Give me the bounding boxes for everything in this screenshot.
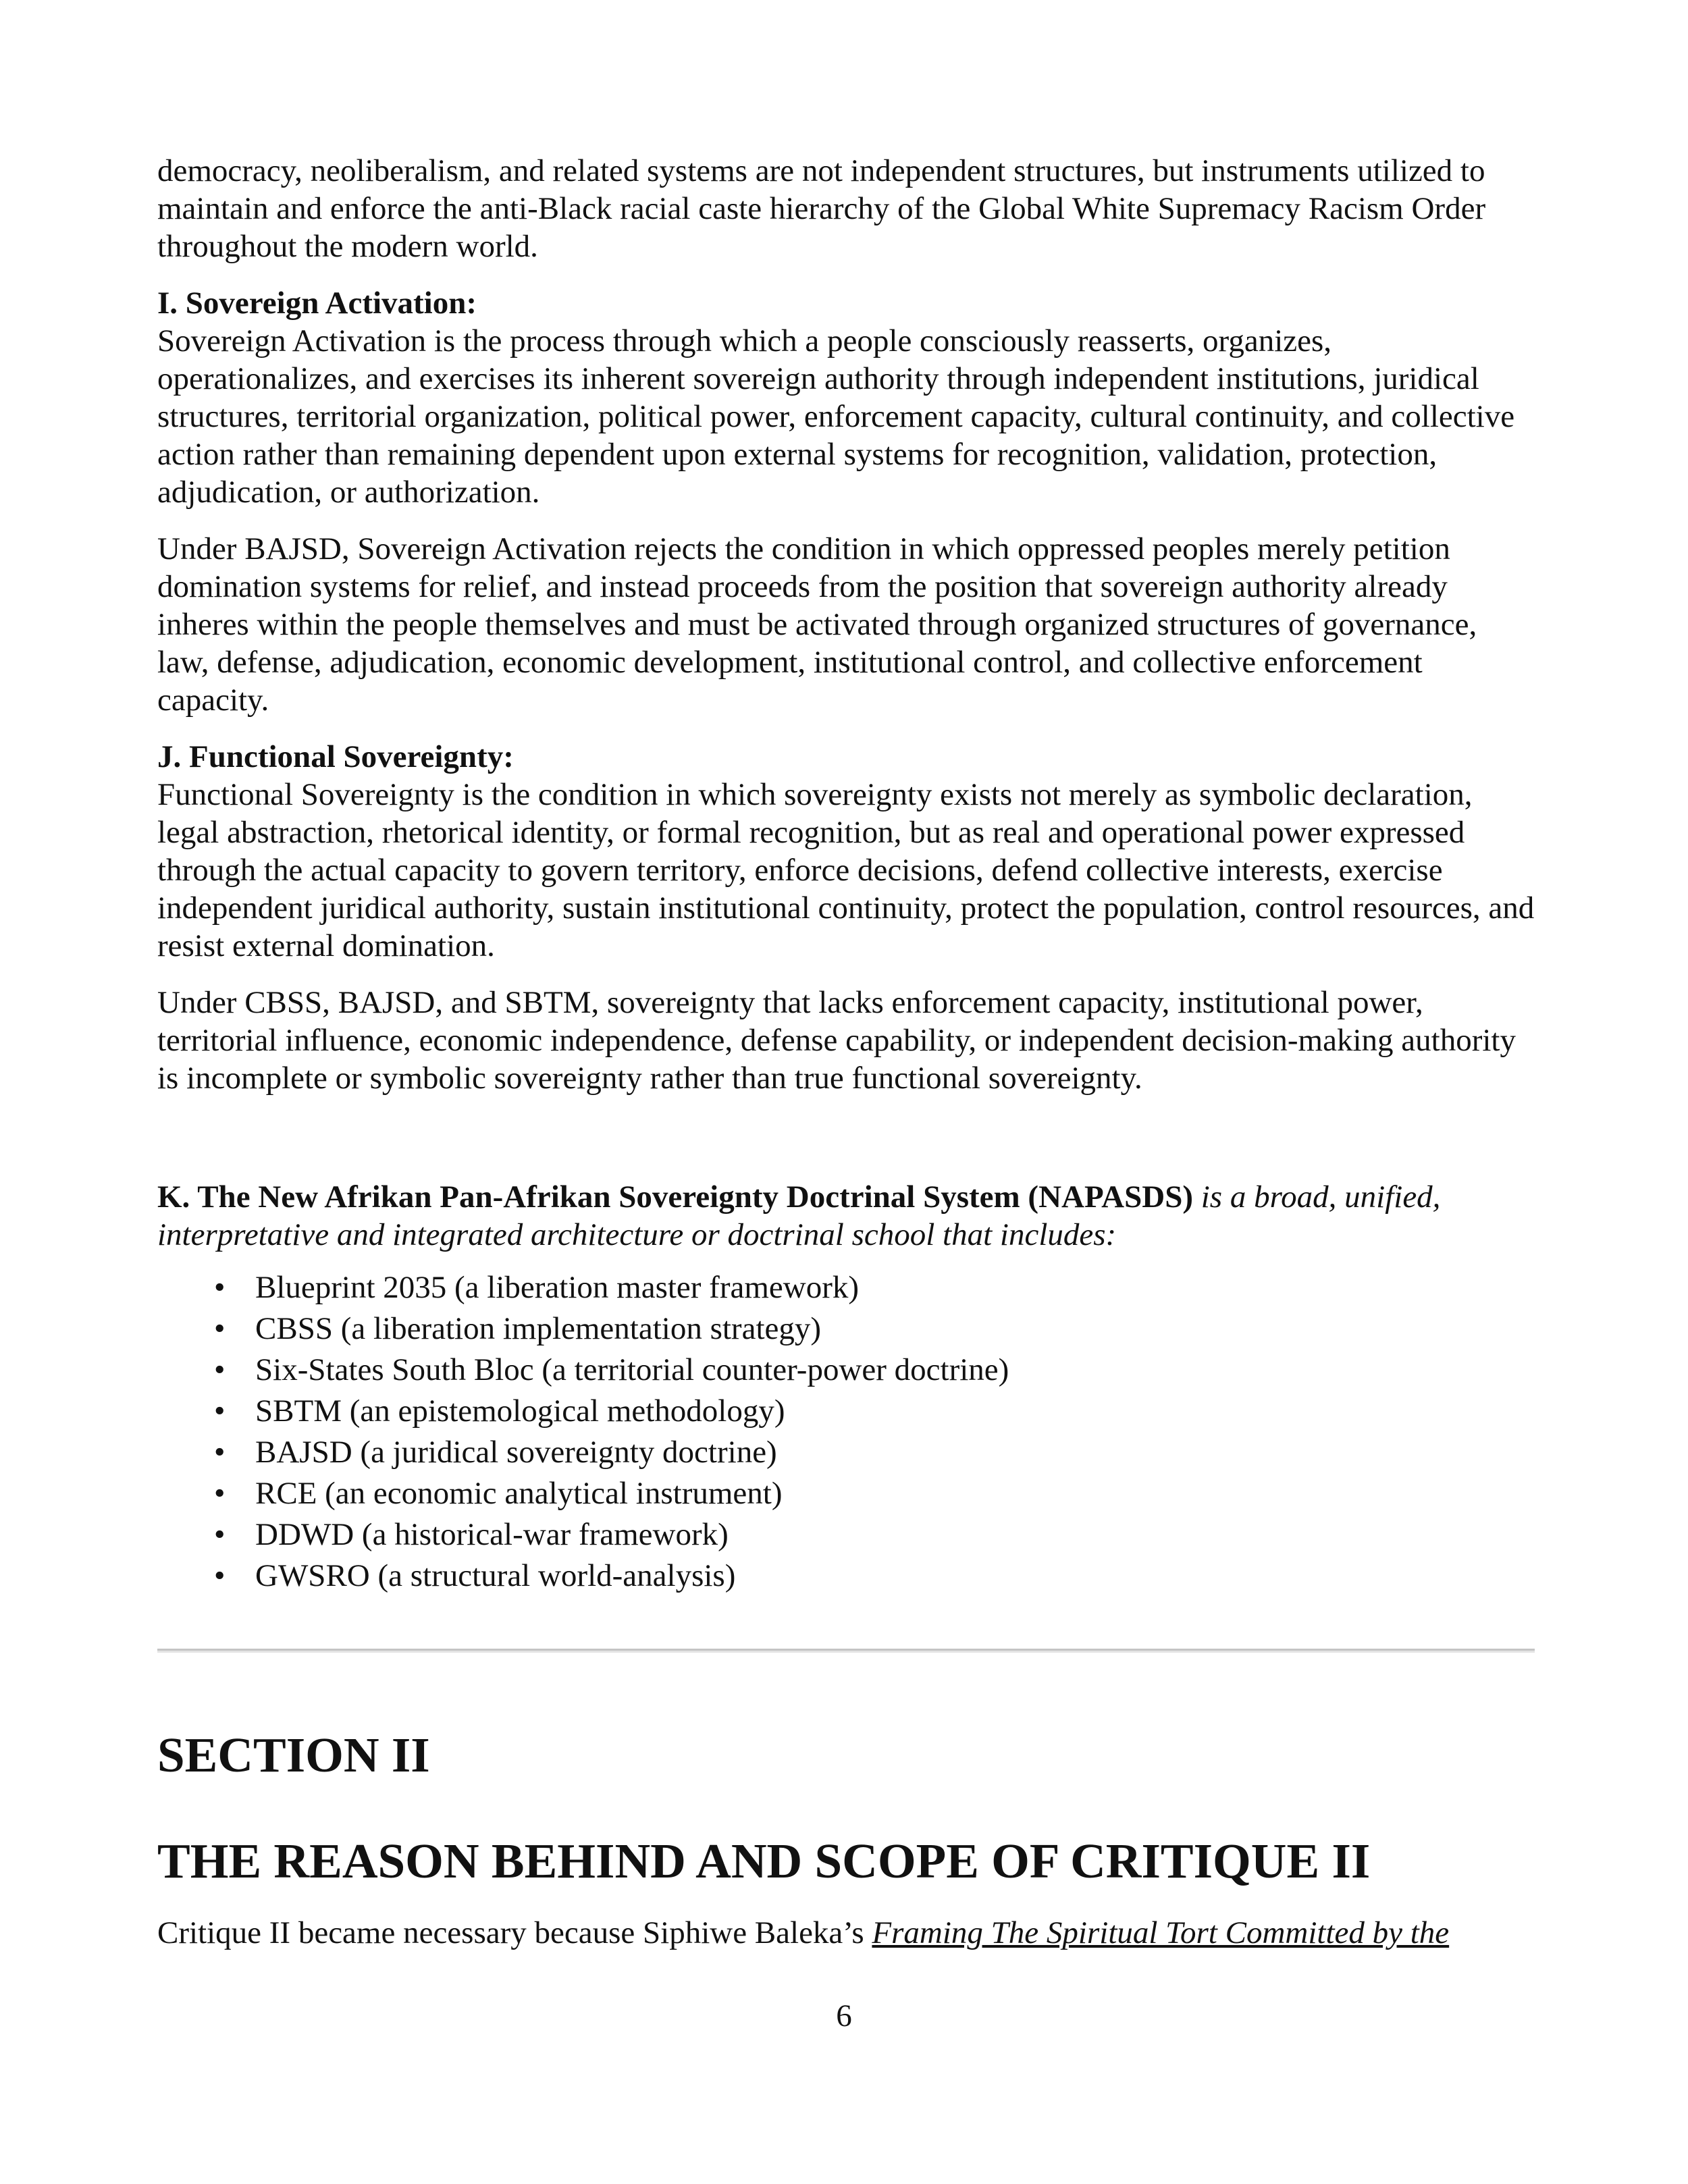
bullet-icon: • [214, 1558, 226, 1593]
bullet-icon: • [214, 1517, 226, 1552]
document-title-link[interactable]: Framing The Spiritual Tort Committed by the [872, 1915, 1450, 1950]
list-item-text: CBSS (a liberation implementation strategy) [255, 1311, 822, 1346]
list-item-text: SBTM (an epistemological methodology) [255, 1393, 785, 1429]
list-item [157, 1473, 1535, 1514]
section-lead-text: Critique II became necessary because Siphiwe Baleka’s [157, 1915, 872, 1950]
list-item [157, 1391, 1535, 1432]
napasds-component-list [157, 1267, 1535, 1597]
list-item [157, 1514, 1535, 1555]
definition-i [157, 284, 1535, 511]
definition-k-heading: K. The New Afrikan Pan-Afrikan Sovereignty Doctrinal System (NAPASDS) [157, 1179, 1193, 1215]
section-lead-paragraph [157, 1914, 1535, 1952]
list-item [157, 1267, 1535, 1308]
definition-k-tail: is a broad, unified, interpretative and integrated architecture or doctrinal school that includes: [157, 1179, 1441, 1252]
list-item [157, 1432, 1535, 1473]
definition-i-body: Sovereign Activation is the process through which a people consciously reasserts, organizes, operationalizes, and exercises its inherent sovereign authority through independent institutions, juridical structures, territorial organization, political power, enforcement capacity, cultural continuity, and collective action rather than remaining dependent upon external systems for recognition, validation, protection, adjudication, or authorization. [157, 323, 1515, 510]
list-item-text: GWSRO (a structural world-analysis) [255, 1558, 736, 1593]
bullet-icon: • [214, 1311, 226, 1346]
definition-j-heading: J. Functional Sovereignty: [157, 739, 514, 774]
definition-i-paragraph-2: Under BAJSD, Sovereign Activation rejects the condition in which oppressed peoples merely petition domination systems for relief, and instead proceeds from the position that sovereign authority already inheres within the people themselves and must be activated through organized structures of governance, law, defense, adjudication, economic development, institutional control, and collective enforcement capacity. [157, 531, 1477, 718]
horizontal-divider [157, 1649, 1535, 1653]
definition-j-body: Functional Sovereignty is the condition in which sovereignty exists not merely as symbolic declaration, legal abstraction, rhetorical identity, or formal recognition, but as real and operational power expressed through the actual capacity to govern territory, enforce decisions, defend collective interests, exercise independent juridical authority, sustain institutional continuity, protect the population, control resources, and resist external domination. [157, 777, 1535, 963]
bullet-icon: • [214, 1270, 226, 1305]
bullet-icon: • [214, 1352, 226, 1387]
bullet-icon: • [214, 1476, 226, 1511]
definition-j-paragraph-2: Under CBSS, BAJSD, and SBTM, sovereignty that lacks enforcement capacity, institutional power, territorial influence, economic independence, defense capability, or independent decision-making authority is incomplete or symbolic sovereignty rather than true functional sovereignty. [157, 985, 1516, 1096]
list-item-text: DDWD (a historical-war framework) [255, 1517, 729, 1552]
list-item [157, 1350, 1535, 1391]
page-number: 6 [836, 1998, 852, 2033]
definition-k [157, 1178, 1535, 1254]
section-label: SECTION II [157, 1728, 430, 1782]
intro-paragraph: democracy, neoliberalism, and related systems are not independent structures, but instruments utilized to maintain and enforce the anti-Black racial caste hierarchy of the Global White Supremacy Racism Order throughout the modern world. [157, 153, 1486, 264]
bullet-icon: • [214, 1435, 226, 1470]
list-item-text: Six-States South Bloc (a territorial counter-power doctrine) [255, 1352, 1009, 1387]
list-item-text: BAJSD (a juridical sovereignty doctrine) [255, 1435, 777, 1470]
list-item [157, 1308, 1535, 1350]
bullet-icon: • [214, 1393, 226, 1429]
document-body [157, 152, 1535, 1597]
list-item [157, 1555, 1535, 1597]
definition-i-heading: I. Sovereign Activation: [157, 286, 477, 321]
list-item-text: RCE (an economic analytical instrument) [255, 1476, 783, 1511]
definition-j [157, 738, 1535, 965]
list-item-text: Blueprint 2035 (a liberation master framework) [255, 1270, 860, 1305]
section-title: THE REASON BEHIND AND SCOPE OF CRITIQUE II [157, 1834, 1371, 1888]
